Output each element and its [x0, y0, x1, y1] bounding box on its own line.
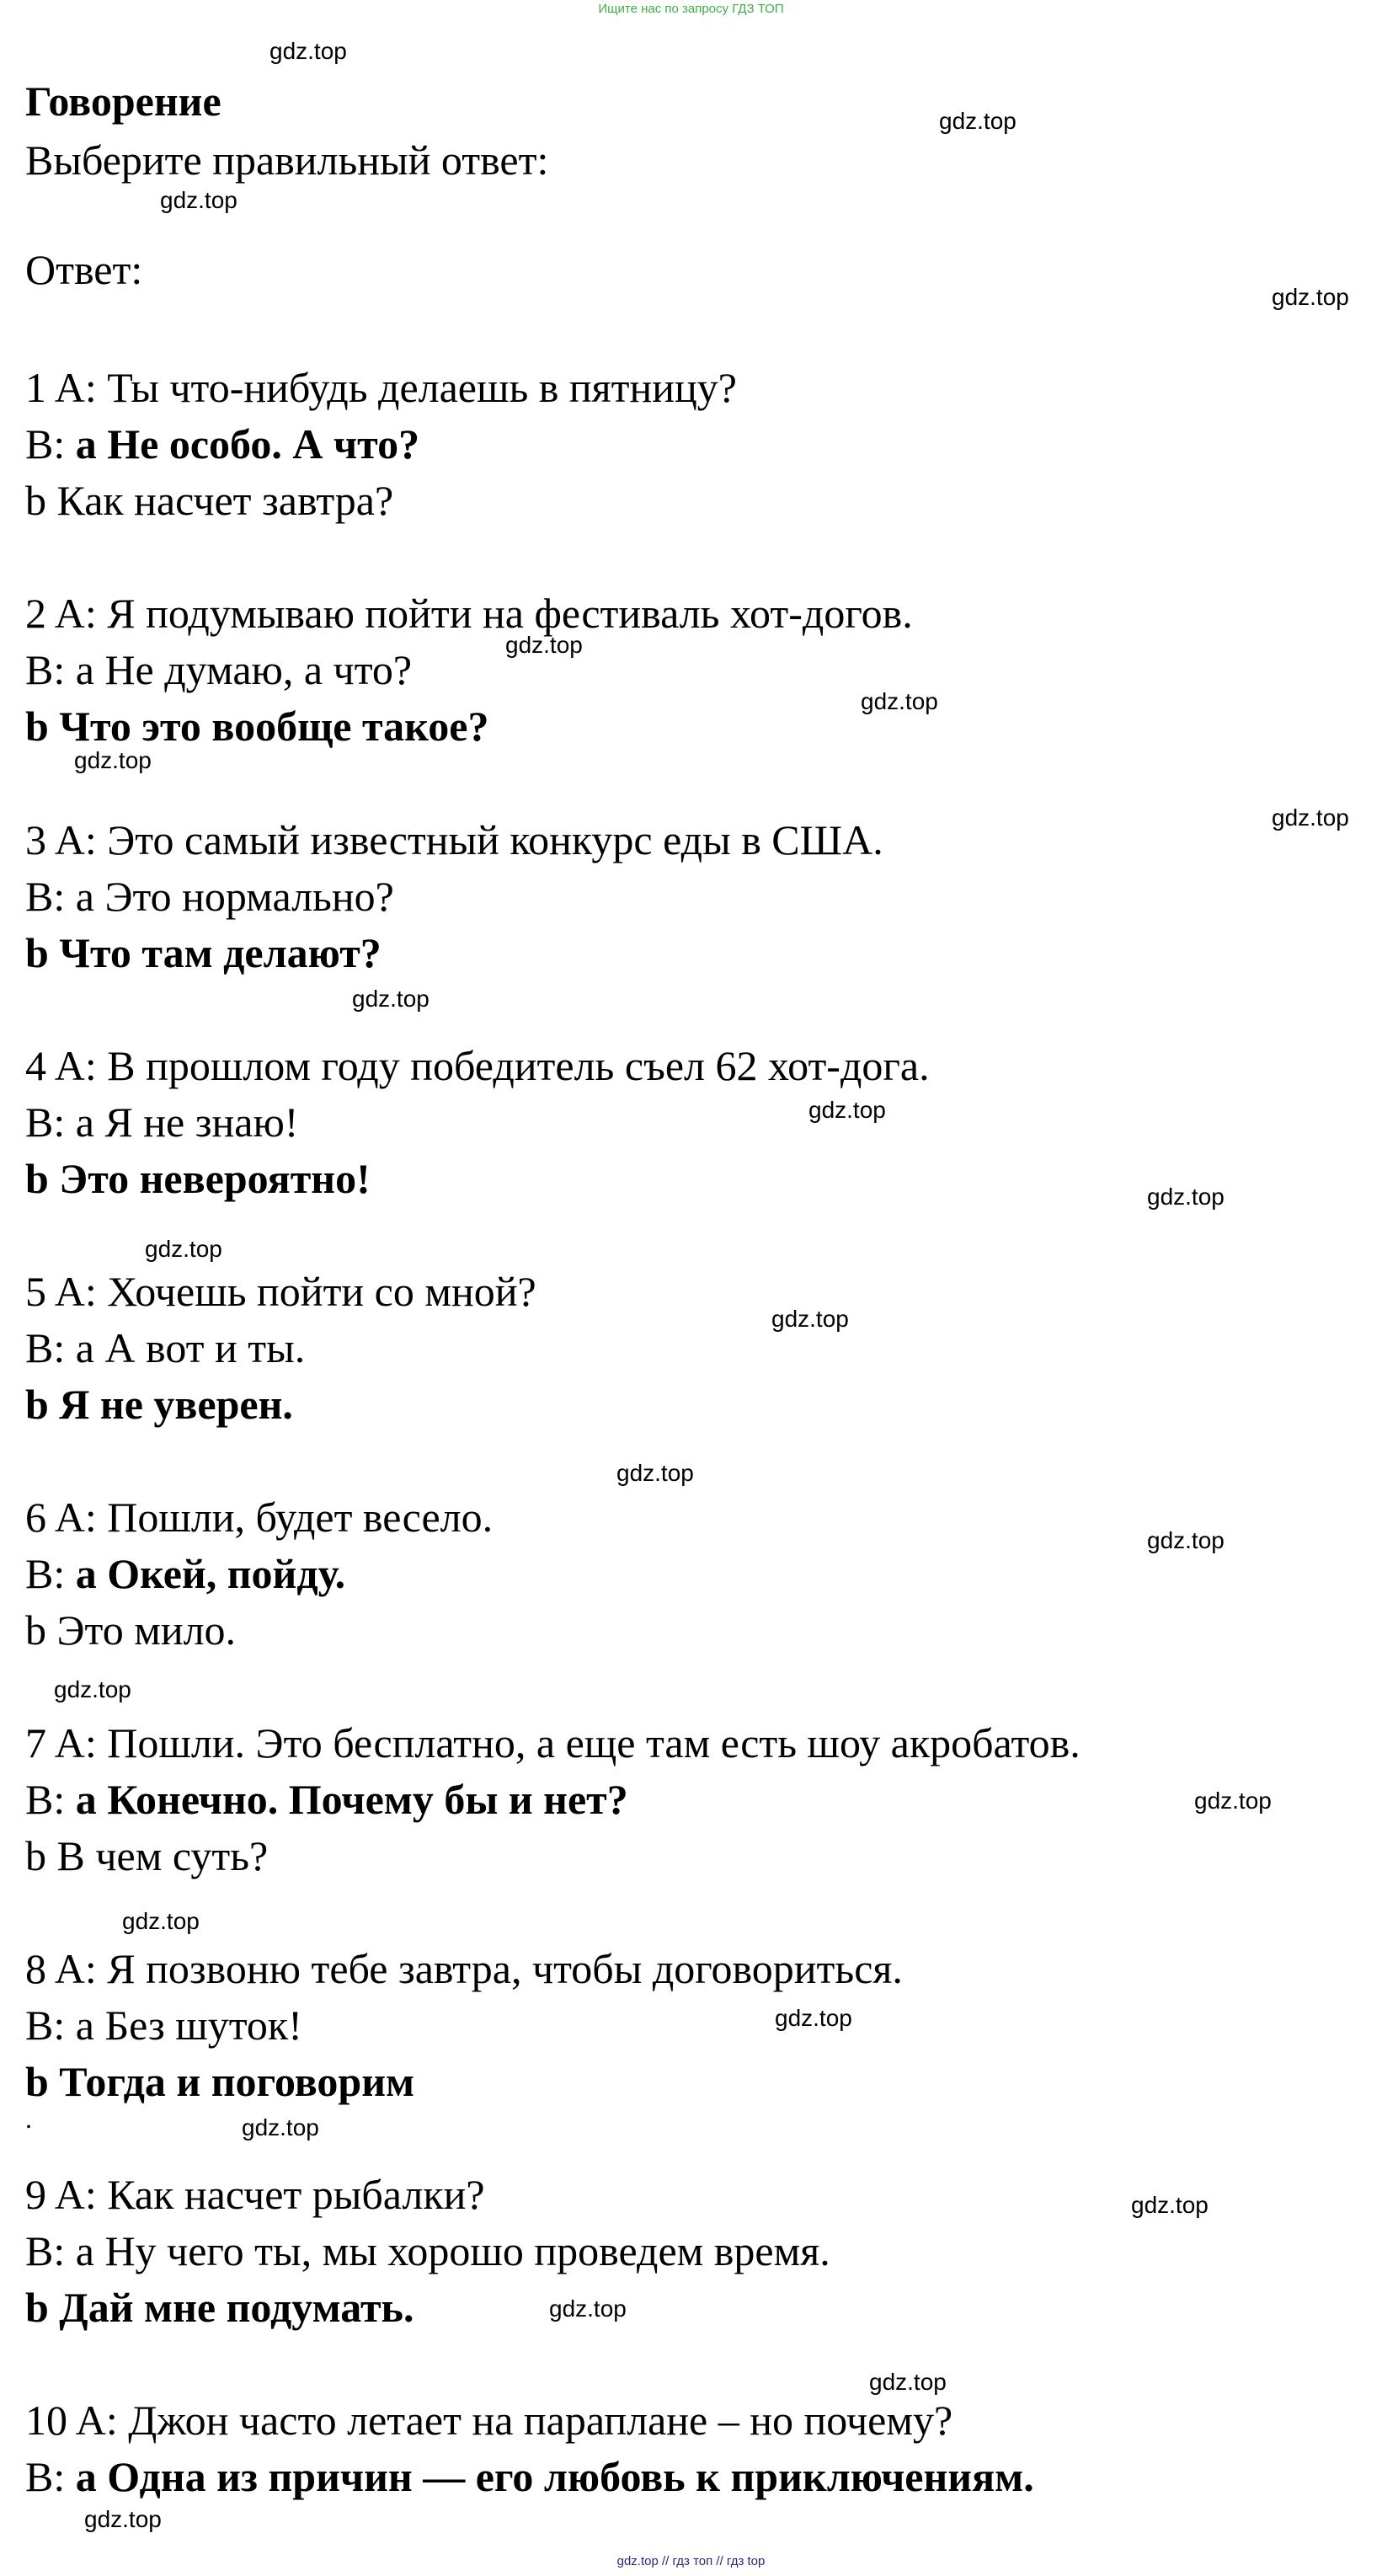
speaker-b-prefix: B:	[25, 2227, 76, 2274]
watermark: gdz.top	[160, 187, 237, 213]
option-a-text: a Я не знаю!	[75, 1098, 299, 1146]
watermark: gdz.top	[616, 1460, 694, 1486]
option-a-text: a А вот и ты.	[75, 1324, 306, 1371]
top-banner: Ищите нас по запросу ГДЗ ТОП	[598, 2, 784, 16]
stray-dot: .	[25, 2103, 32, 2134]
question-line: 3 A: Это самый известный конкурс еды в США.	[25, 816, 883, 863]
watermark: gdz.top	[771, 1306, 849, 1332]
question-line: 9 A: Как насчет рыбалки?	[25, 2171, 485, 2218]
option-b-line: b Тогда и поговорим	[25, 2058, 415, 2105]
option-a-line	[25, 1097, 298, 1147]
watermark: gdz.top	[775, 2005, 852, 2031]
speaker-b-prefix: B:	[25, 1550, 76, 1597]
option-a-text: a Ну чего ты, мы хорошо проведем время.	[75, 2227, 830, 2274]
watermark: gdz.top	[549, 2295, 627, 2322]
option-b-line: b Что там делают?	[25, 929, 382, 976]
option-b-line: b Я не уверен.	[25, 1381, 293, 1428]
option-a-text: a Без шуток!	[75, 2001, 302, 2049]
option-b-line: b Это мило.	[25, 1606, 237, 1654]
speaker-b-prefix: B:	[25, 646, 76, 693]
watermark: gdz.top	[869, 2369, 947, 2395]
option-a-line	[25, 2451, 1034, 2502]
option-a-line	[25, 871, 394, 922]
speaker-b-prefix: B:	[25, 2453, 76, 2500]
option-a-line	[25, 1774, 628, 1825]
watermark: gdz.top	[1131, 2192, 1209, 2218]
watermark: gdz.top	[1194, 1788, 1272, 1814]
option-b-line: b Как насчет завтра?	[25, 477, 394, 524]
answer-label: Ответ:	[25, 246, 143, 293]
footer: gdz.top // гдз топ // гдз top	[616, 2554, 766, 2568]
question-line: 4 A: В прошлом году победитель съел 62 хот-дога.	[25, 1042, 930, 1089]
option-a-line	[25, 644, 412, 695]
speaker-b-prefix: B:	[25, 420, 76, 468]
watermark: gdz.top	[1147, 1184, 1225, 1210]
watermark: gdz.top	[939, 108, 1016, 134]
option-b-line: b В чем суть?	[25, 1832, 269, 1879]
speaker-b-prefix: B:	[25, 1776, 76, 1823]
instruction-text: Выберите правильный ответ:	[25, 136, 549, 184]
question-line: 5 A: Хочешь пойти со мной?	[25, 1268, 536, 1315]
speaker-b-prefix: B:	[25, 2001, 76, 2049]
option-a-text: a Не особо. А что?	[75, 420, 420, 468]
watermark: gdz.top	[242, 2114, 319, 2140]
option-a-line	[25, 2000, 302, 2050]
question-line: 2 A: Я подумываю пойти на фестиваль хот-догов.	[25, 590, 913, 637]
watermark: gdz.top	[352, 986, 430, 1012]
section-title: Говорение	[25, 77, 221, 125]
watermark: gdz.top	[122, 1908, 200, 1934]
watermark: gdz.top	[84, 2506, 162, 2532]
question-line: 10 A: Джон часто летает на параплане – но почему?	[25, 2397, 953, 2444]
option-b-line: b Что это вообще такое?	[25, 703, 489, 750]
watermark: gdz.top	[861, 688, 938, 714]
option-a-text: a Это нормально?	[75, 873, 394, 920]
option-a-line	[25, 1323, 305, 1373]
option-a-line	[25, 1548, 345, 1599]
watermark: gdz.top	[145, 1236, 222, 1262]
watermark: gdz.top	[1272, 284, 1349, 310]
watermark: gdz.top	[505, 632, 583, 658]
watermark: gdz.top	[74, 747, 152, 773]
option-a-text: a Конечно. Почему бы и нет?	[75, 1776, 628, 1823]
speaker-b-prefix: B:	[25, 1098, 76, 1146]
speaker-b-prefix: B:	[25, 1324, 76, 1371]
option-b-line: b Дай мне подумать.	[25, 2284, 414, 2331]
question-line: 7 A: Пошли. Это бесплатно, а еще там есть шоу акробатов.	[25, 1719, 1081, 1766]
option-a-line	[25, 2226, 830, 2276]
question-line: 6 A: Пошли, будет весело.	[25, 1494, 494, 1541]
watermark: gdz.top	[808, 1097, 886, 1123]
watermark: gdz.top	[54, 1676, 131, 1702]
option-a-text: a Не думаю, а что?	[75, 646, 413, 693]
speaker-b-prefix: B:	[25, 873, 76, 920]
question-line: 1 A: Ты что-нибудь делаешь в пятницу?	[25, 364, 737, 411]
watermark: gdz.top	[1147, 1527, 1225, 1553]
option-a-text: a Одна из причин — его любовь к приключениям.	[75, 2453, 1034, 2500]
option-a-text: a Окей, пойду.	[75, 1550, 346, 1597]
watermark: gdz.top	[1272, 804, 1349, 831]
option-a-line	[25, 419, 419, 469]
option-b-line: b Это невероятно!	[25, 1155, 371, 1202]
question-line: 8 A: Я позвоню тебе завтра, чтобы договориться.	[25, 1945, 903, 1992]
watermark: gdz.top	[269, 38, 347, 64]
